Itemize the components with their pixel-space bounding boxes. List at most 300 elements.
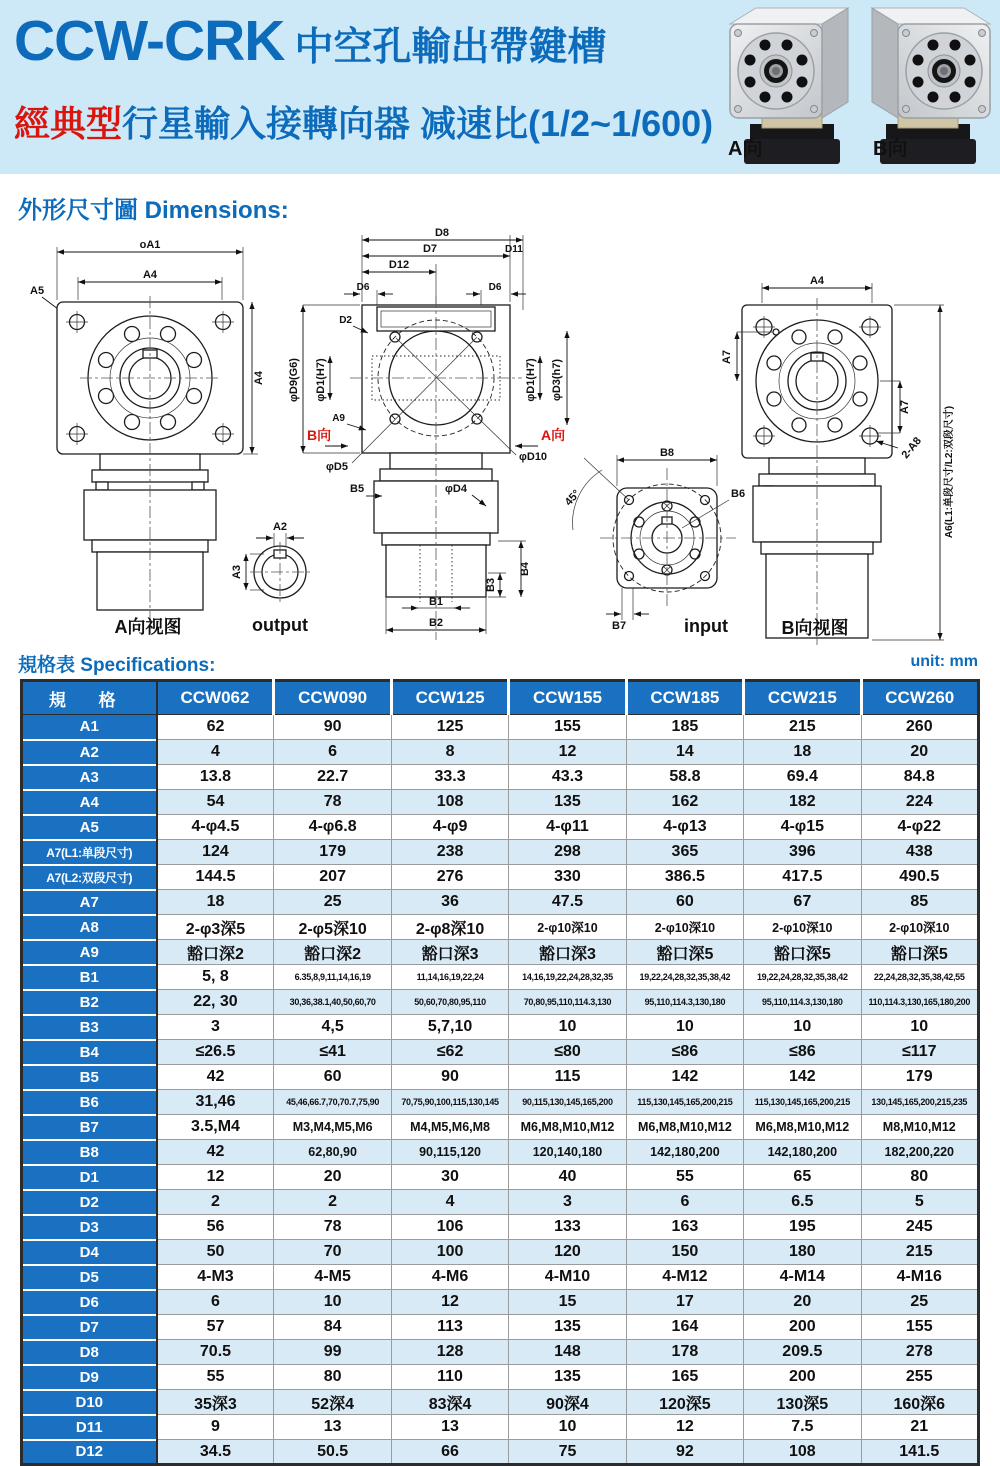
dim-label: B4 bbox=[519, 561, 531, 577]
spec-cell: 95,110,114.3,130,180 bbox=[744, 990, 861, 1015]
spec-cell: 155 bbox=[861, 1315, 978, 1340]
spec-cell: 31,46 bbox=[157, 1090, 274, 1115]
spec-cell: 164 bbox=[626, 1315, 743, 1340]
table-row bbox=[22, 1015, 979, 1040]
spec-cell: 50,60,70,80,95,110 bbox=[391, 990, 508, 1015]
table-row bbox=[22, 840, 979, 865]
spec-cell: 148 bbox=[509, 1340, 626, 1365]
spec-cell: 215 bbox=[744, 715, 861, 740]
spec-cell: 豁口深5 bbox=[744, 940, 861, 965]
spec-row-label: A2 bbox=[22, 740, 157, 765]
spec-cell: 130,145,165,200,215,235 bbox=[861, 1090, 978, 1115]
spec-cell: 34.5 bbox=[157, 1440, 274, 1465]
spec-cell: 150 bbox=[626, 1240, 743, 1265]
spec-cell: 2 bbox=[274, 1190, 391, 1215]
dim-label: D11 bbox=[505, 244, 523, 255]
subtitle-red: 經典型 bbox=[14, 103, 123, 144]
dim-label: D6 bbox=[356, 282, 370, 293]
spec-cell: 4,5 bbox=[274, 1015, 391, 1040]
spec-cell: 6 bbox=[157, 1290, 274, 1315]
spec-row-label: A5 bbox=[22, 815, 157, 840]
spec-cell: 65 bbox=[744, 1165, 861, 1190]
spec-cell: 165 bbox=[626, 1365, 743, 1390]
page-title bbox=[14, 8, 606, 74]
dim-label: A5 bbox=[30, 285, 45, 297]
spec-cell: 2-φ5深10 bbox=[274, 915, 391, 940]
spec-cell: 245 bbox=[861, 1215, 978, 1240]
spec-cell: 135 bbox=[509, 1365, 626, 1390]
spec-cell: 36 bbox=[391, 890, 508, 915]
spec-cell: 108 bbox=[391, 790, 508, 815]
spec-cell: 20 bbox=[744, 1290, 861, 1315]
spec-cell: 4-φ15 bbox=[744, 815, 861, 840]
spec-cell: 14 bbox=[626, 740, 743, 765]
spec-cell: 2-φ10深10 bbox=[744, 915, 861, 940]
spec-cell: 78 bbox=[274, 790, 391, 815]
spec-cell: 120,140,180 bbox=[509, 1140, 626, 1165]
spec-cell: 8 bbox=[391, 740, 508, 765]
spec-row-label: D6 bbox=[22, 1290, 157, 1315]
spec-cell: 62 bbox=[157, 715, 274, 740]
spec-cell: 115 bbox=[509, 1065, 626, 1090]
spec-cell: 4-φ13 bbox=[626, 815, 743, 840]
photo-b-label: B向 bbox=[873, 138, 908, 160]
dim-label: A6(L1:单段尺寸/L2:双段尺寸) bbox=[944, 405, 955, 539]
specifications-heading: 規格表 Specifications: bbox=[18, 655, 216, 676]
view-caption: input bbox=[684, 616, 728, 636]
spec-cell: 110,114.3,130,165,180,200 bbox=[861, 990, 978, 1015]
spec-cell: 69.4 bbox=[744, 765, 861, 790]
spec-cell: 22.7 bbox=[274, 765, 391, 790]
dim-label: B5 bbox=[350, 483, 365, 495]
dim-label: B3 bbox=[485, 577, 497, 593]
spec-cell: 2-φ3深5 bbox=[157, 915, 274, 940]
dim-label: A7 bbox=[899, 399, 911, 415]
spec-cell: M3,M4,M5,M6 bbox=[274, 1115, 391, 1140]
spec-cell: 4 bbox=[157, 740, 274, 765]
spec-row-label: D5 bbox=[22, 1265, 157, 1290]
spec-cell: 75 bbox=[509, 1440, 626, 1465]
spec-cell: 108 bbox=[744, 1440, 861, 1465]
table-row bbox=[22, 990, 979, 1015]
spec-cell: 10 bbox=[744, 1015, 861, 1040]
dim-label: B8 bbox=[659, 447, 675, 459]
spec-cell: 2-φ8深10 bbox=[391, 915, 508, 940]
spec-cell: 10 bbox=[509, 1015, 626, 1040]
spec-row-label: A7 bbox=[22, 890, 157, 915]
spec-cell: 12 bbox=[509, 740, 626, 765]
dim-label: B6 bbox=[731, 488, 746, 500]
spec-cell: 22, 30 bbox=[157, 990, 274, 1015]
spec-cell: 2 bbox=[157, 1190, 274, 1215]
spec-cell: ≤26.5 bbox=[157, 1040, 274, 1065]
input-flange-drawing bbox=[563, 447, 745, 636]
spec-cell: 3 bbox=[157, 1015, 274, 1040]
dim-label: D12 bbox=[388, 259, 410, 271]
spec-cell: 4-φ11 bbox=[509, 815, 626, 840]
table-row bbox=[22, 1190, 979, 1215]
spec-cell: 20 bbox=[274, 1165, 391, 1190]
spec-cell: 4-M16 bbox=[861, 1265, 978, 1290]
table-row bbox=[22, 1165, 979, 1190]
spec-row-label: B7 bbox=[22, 1115, 157, 1140]
spec-cell: 417.5 bbox=[744, 865, 861, 890]
spec-cell: 42 bbox=[157, 1140, 274, 1165]
spec-cell: 179 bbox=[274, 840, 391, 865]
spec-row-label: D1 bbox=[22, 1165, 157, 1190]
spec-cell: 5,7,10 bbox=[391, 1015, 508, 1040]
spec-cell: 25 bbox=[274, 890, 391, 915]
spec-cell: 125 bbox=[391, 715, 508, 740]
spec-cell: 141.5 bbox=[861, 1440, 978, 1465]
table-row bbox=[22, 1340, 979, 1365]
spec-row-label: D12 bbox=[22, 1440, 157, 1465]
spec-cell: 19,22,24,28,32,35,38,42 bbox=[744, 965, 861, 990]
dim-label: φD1(H7) bbox=[525, 358, 537, 402]
subtitle-blue: 行星輸入接轉向器 减速比(1/2~1/600) bbox=[122, 103, 714, 144]
spec-cell: 4-φ9 bbox=[391, 815, 508, 840]
dim-label: A7 bbox=[721, 349, 733, 365]
spec-row-label: D2 bbox=[22, 1190, 157, 1215]
spec-cell: 47.5 bbox=[509, 890, 626, 915]
spec-row-label: B1 bbox=[22, 965, 157, 990]
dimension-drawings bbox=[0, 225, 1000, 660]
spec-cell: 豁口深5 bbox=[861, 940, 978, 965]
title-cn: 中空孔輸出帶鍵槽 bbox=[294, 26, 607, 69]
spec-cell: 160深6 bbox=[861, 1390, 978, 1415]
spec-cell: 18 bbox=[157, 890, 274, 915]
spec-cell: 4-M6 bbox=[391, 1265, 508, 1290]
table-row bbox=[22, 915, 979, 940]
dim-label: φD10 bbox=[519, 451, 548, 463]
spec-cell: 19,22,24,28,32,35,38,42 bbox=[626, 965, 743, 990]
spec-cell: 179 bbox=[861, 1065, 978, 1090]
dimensions-heading: 外形尺寸圖 Dimensions: bbox=[18, 197, 289, 224]
spec-cell: 2-φ10深10 bbox=[861, 915, 978, 940]
spec-cell: 115,130,145,165,200,215 bbox=[626, 1090, 743, 1115]
spec-cell: 90 bbox=[274, 715, 391, 740]
spec-row-label: B5 bbox=[22, 1065, 157, 1090]
spec-row-label: A7(L2:双段尺寸) bbox=[22, 865, 157, 890]
spec-cell: 14,16,19,22,24,28,32,35 bbox=[509, 965, 626, 990]
dim-label: A4 bbox=[253, 370, 265, 386]
spec-cell: 90,115,120 bbox=[391, 1140, 508, 1165]
spec-cell: 4-φ6.8 bbox=[274, 815, 391, 840]
spec-cell: 6 bbox=[626, 1190, 743, 1215]
dim-label: B7 bbox=[612, 620, 627, 632]
spec-cell: 45,46,66.7,70,70.7,75,90 bbox=[274, 1090, 391, 1115]
spec-cell: 209.5 bbox=[744, 1340, 861, 1365]
spec-cell: ≤62 bbox=[391, 1040, 508, 1065]
spec-cell: 100 bbox=[391, 1240, 508, 1265]
spec-cell: 180 bbox=[744, 1240, 861, 1265]
spec-cell: 60 bbox=[274, 1065, 391, 1090]
spec-cell: 12 bbox=[157, 1165, 274, 1190]
spec-cell: 133 bbox=[509, 1215, 626, 1240]
title-model: CCW-CRK bbox=[14, 9, 285, 73]
spec-cell: 58.8 bbox=[626, 765, 743, 790]
spec-cell: 185 bbox=[626, 715, 743, 740]
spec-cell: 3 bbox=[509, 1190, 626, 1215]
spec-cell: 490.5 bbox=[861, 865, 978, 890]
view-direction-b: B向 bbox=[307, 427, 332, 443]
spec-cell: 178 bbox=[626, 1340, 743, 1365]
dim-label: D7 bbox=[422, 243, 438, 255]
dim-label: oA1 bbox=[139, 239, 161, 251]
spec-cell: 50 bbox=[157, 1240, 274, 1265]
table-row bbox=[22, 1090, 979, 1115]
spec-cell: 120 bbox=[509, 1240, 626, 1265]
side-view-drawing bbox=[721, 275, 955, 645]
spec-cell: 142,180,200 bbox=[626, 1140, 743, 1165]
dim-label: 45° bbox=[562, 487, 583, 509]
spec-cell: 30,36,38.1,40,50,60,70 bbox=[274, 990, 391, 1015]
spec-cell: M8,M10,M12 bbox=[861, 1115, 978, 1140]
table-row bbox=[22, 940, 979, 965]
spec-cell: 18 bbox=[744, 740, 861, 765]
table-row bbox=[22, 1115, 979, 1140]
spec-cell: 67 bbox=[744, 890, 861, 915]
spec-row-label: A1 bbox=[22, 715, 157, 740]
dim-label: A9 bbox=[332, 413, 345, 424]
spec-cell: 255 bbox=[861, 1365, 978, 1390]
spec-cell: 215 bbox=[861, 1240, 978, 1265]
spec-cell: 4 bbox=[391, 1190, 508, 1215]
spec-cell: 70 bbox=[274, 1240, 391, 1265]
spec-row-label: D7 bbox=[22, 1315, 157, 1340]
view-caption: B向视图 bbox=[781, 618, 849, 638]
dim-label: φD5 bbox=[326, 461, 348, 473]
spec-cell: 142 bbox=[744, 1065, 861, 1090]
spec-cell: 80 bbox=[274, 1365, 391, 1390]
spec-cell: 60 bbox=[626, 890, 743, 915]
spec-cell: 106 bbox=[391, 1215, 508, 1240]
spec-corner-header: 規 格 bbox=[22, 681, 157, 715]
spec-col-header: CCW125 bbox=[391, 681, 508, 715]
spec-cell: 135 bbox=[509, 790, 626, 815]
spec-cell: 43.3 bbox=[509, 765, 626, 790]
spec-cell: 135 bbox=[509, 1315, 626, 1340]
spec-row-label: D3 bbox=[22, 1215, 157, 1240]
table-row bbox=[22, 865, 979, 890]
spec-cell: 50.5 bbox=[274, 1440, 391, 1465]
spec-cell: 4-M10 bbox=[509, 1265, 626, 1290]
photo-a-label: A向 bbox=[728, 138, 763, 160]
table-row bbox=[22, 1440, 979, 1465]
spec-cell: 3.5,M4 bbox=[157, 1115, 274, 1140]
spec-cell: 6.35,8,9,11,14,16,19 bbox=[274, 965, 391, 990]
spec-cell: 4-M3 bbox=[157, 1265, 274, 1290]
table-row bbox=[22, 1215, 979, 1240]
spec-cell: M6,M8,M10,M12 bbox=[509, 1115, 626, 1140]
spec-cell: 144.5 bbox=[157, 865, 274, 890]
spec-col-header: CCW215 bbox=[744, 681, 861, 715]
spec-cell: 130深5 bbox=[744, 1390, 861, 1415]
spec-cell: M6,M8,M10,M12 bbox=[626, 1115, 743, 1140]
spec-cell: ≤80 bbox=[509, 1040, 626, 1065]
spec-cell: 4-M5 bbox=[274, 1265, 391, 1290]
spec-cell: 57 bbox=[157, 1315, 274, 1340]
dim-label: D8 bbox=[434, 227, 450, 239]
spec-row-label: A8 bbox=[22, 915, 157, 940]
spec-cell: 182 bbox=[744, 790, 861, 815]
spec-cell: 278 bbox=[861, 1340, 978, 1365]
dim-label: 2-A8 bbox=[899, 435, 924, 462]
spec-cell: 66 bbox=[391, 1440, 508, 1465]
spec-cell: 4-φ22 bbox=[861, 815, 978, 840]
spec-cell: 124 bbox=[157, 840, 274, 865]
table-row bbox=[22, 965, 979, 990]
spec-cell: 298 bbox=[509, 840, 626, 865]
view-direction-a: A向 bbox=[541, 427, 566, 443]
spec-col-header: CCW090 bbox=[274, 681, 391, 715]
spec-cell: 豁口深3 bbox=[391, 940, 508, 965]
spec-cell: 92 bbox=[626, 1440, 743, 1465]
spec-cell: 142,180,200 bbox=[744, 1140, 861, 1165]
spec-cell: 2-φ10深10 bbox=[626, 915, 743, 940]
dim-label: D6 bbox=[488, 282, 502, 293]
spec-cell: 365 bbox=[626, 840, 743, 865]
spec-cell: 438 bbox=[861, 840, 978, 865]
spec-cell: 豁口深2 bbox=[157, 940, 274, 965]
spec-cell: 30 bbox=[391, 1165, 508, 1190]
spec-cell: 110 bbox=[391, 1365, 508, 1390]
spec-cell: 6 bbox=[274, 740, 391, 765]
table-row bbox=[22, 1040, 979, 1065]
spec-cell: 33.3 bbox=[391, 765, 508, 790]
spec-cell: 396 bbox=[744, 840, 861, 865]
spec-row-label: D10 bbox=[22, 1390, 157, 1415]
spec-cell: 276 bbox=[391, 865, 508, 890]
spec-cell: 9 bbox=[157, 1415, 274, 1440]
table-row bbox=[22, 1390, 979, 1415]
spec-cell: 163 bbox=[626, 1215, 743, 1240]
dim-label: A4 bbox=[142, 269, 158, 281]
spec-cell: 78 bbox=[274, 1215, 391, 1240]
spec-row-label: A3 bbox=[22, 765, 157, 790]
table-row bbox=[22, 715, 979, 740]
spec-cell: 113 bbox=[391, 1315, 508, 1340]
table-row bbox=[22, 1290, 979, 1315]
spec-cell: 90,115,130,145,165,200 bbox=[509, 1090, 626, 1115]
spec-cell: 10 bbox=[509, 1415, 626, 1440]
dim-label: A4 bbox=[809, 275, 825, 287]
table-row bbox=[22, 1140, 979, 1165]
spec-cell: 62,80,90 bbox=[274, 1140, 391, 1165]
spec-cell: 6.5 bbox=[744, 1190, 861, 1215]
spec-cell: ≤41 bbox=[274, 1040, 391, 1065]
spec-cell: M4,M5,M6,M8 bbox=[391, 1115, 508, 1140]
dim-label: φD9(G6) bbox=[288, 358, 300, 402]
spec-row-label: D9 bbox=[22, 1365, 157, 1390]
spec-cell: 10 bbox=[274, 1290, 391, 1315]
dim-label: D2 bbox=[339, 315, 352, 326]
spec-cell: 豁口深3 bbox=[509, 940, 626, 965]
spec-cell: 豁口深2 bbox=[274, 940, 391, 965]
view-caption: A向视图 bbox=[114, 617, 182, 637]
dim-label: B2 bbox=[428, 617, 444, 629]
spec-col-header: CCW062 bbox=[157, 681, 274, 715]
spec-cell: 195 bbox=[744, 1215, 861, 1240]
spec-cell: ≤86 bbox=[744, 1040, 861, 1065]
specifications-table bbox=[20, 679, 980, 1466]
spec-cell: 70.5 bbox=[157, 1340, 274, 1365]
table-row bbox=[22, 790, 979, 815]
table-row bbox=[22, 1065, 979, 1090]
spec-cell: 35深3 bbox=[157, 1390, 274, 1415]
spec-row-label: D4 bbox=[22, 1240, 157, 1265]
spec-cell: 42 bbox=[157, 1065, 274, 1090]
spec-cell: 207 bbox=[274, 865, 391, 890]
spec-cell: 85 bbox=[861, 890, 978, 915]
spec-cell: 22,24,28,32,35,38,42,55 bbox=[861, 965, 978, 990]
spec-cell: 200 bbox=[744, 1365, 861, 1390]
dim-label: φD3(h7) bbox=[551, 358, 563, 402]
spec-row-label: B6 bbox=[22, 1090, 157, 1115]
spec-cell: 162 bbox=[626, 790, 743, 815]
table-row bbox=[22, 765, 979, 790]
spec-cell: 5, 8 bbox=[157, 965, 274, 990]
table-row bbox=[22, 1315, 979, 1340]
spec-cell: 95,110,114.3,130,180 bbox=[626, 990, 743, 1015]
spec-cell: 10 bbox=[626, 1015, 743, 1040]
spec-cell: 80 bbox=[861, 1165, 978, 1190]
spec-cell: 21 bbox=[861, 1415, 978, 1440]
spec-row-label: B3 bbox=[22, 1015, 157, 1040]
spec-cell: 182,200,220 bbox=[861, 1140, 978, 1165]
dim-label: A3 bbox=[231, 564, 243, 580]
spec-cell: 120深5 bbox=[626, 1390, 743, 1415]
table-row bbox=[22, 1415, 979, 1440]
spec-cell: 70,80,95,110,114.3,130 bbox=[509, 990, 626, 1015]
spec-row-label: A4 bbox=[22, 790, 157, 815]
spec-cell: 11,14,16,19,22,24 bbox=[391, 965, 508, 990]
spec-cell: 54 bbox=[157, 790, 274, 815]
table-row bbox=[22, 1240, 979, 1265]
spec-cell: 15 bbox=[509, 1290, 626, 1315]
spec-col-header: CCW155 bbox=[509, 681, 626, 715]
spec-cell: 115,130,145,165,200,215 bbox=[744, 1090, 861, 1115]
spec-cell: 84 bbox=[274, 1315, 391, 1340]
spec-cell: 55 bbox=[157, 1365, 274, 1390]
spec-cell: 90 bbox=[391, 1065, 508, 1090]
spec-cell: 13 bbox=[274, 1415, 391, 1440]
spec-cell: 17 bbox=[626, 1290, 743, 1315]
spec-cell: 12 bbox=[391, 1290, 508, 1315]
output-shaft-drawing bbox=[231, 521, 310, 635]
spec-cell: 25 bbox=[861, 1290, 978, 1315]
spec-cell: 13 bbox=[391, 1415, 508, 1440]
table-row bbox=[22, 1265, 979, 1290]
spec-cell: 99 bbox=[274, 1340, 391, 1365]
spec-cell: ≤86 bbox=[626, 1040, 743, 1065]
spec-row-label: D11 bbox=[22, 1415, 157, 1440]
spec-row-label: A9 bbox=[22, 940, 157, 965]
unit-label: unit: mm bbox=[910, 653, 978, 670]
spec-cell: 260 bbox=[861, 715, 978, 740]
spec-cell: 90深4 bbox=[509, 1390, 626, 1415]
spec-cell: 52深4 bbox=[274, 1390, 391, 1415]
spec-cell: 12 bbox=[626, 1415, 743, 1440]
spec-cell: 200 bbox=[744, 1315, 861, 1340]
spec-cell: 142 bbox=[626, 1065, 743, 1090]
dim-label: B1 bbox=[428, 596, 444, 608]
spec-cell: 224 bbox=[861, 790, 978, 815]
spec-col-header: CCW185 bbox=[626, 681, 743, 715]
spec-cell: 40 bbox=[509, 1165, 626, 1190]
spec-cell: 70,75,90,100,115,130,145 bbox=[391, 1090, 508, 1115]
spec-cell: 7.5 bbox=[744, 1415, 861, 1440]
